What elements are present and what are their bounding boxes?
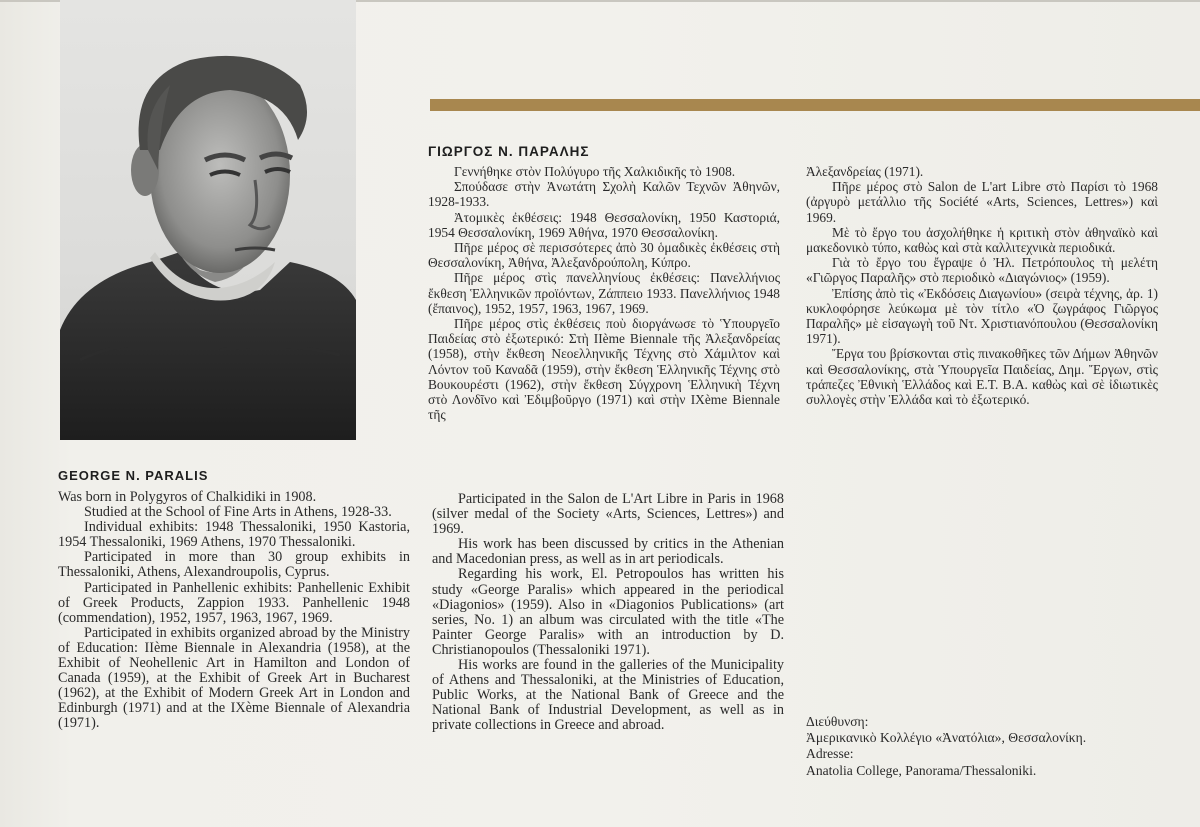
accent-bar	[430, 99, 1200, 111]
english-paragraph: Participated in Panhellenic exhibits: Panhellenic Exhibit of Greek Products, Zappion 1933. Panhellenic 1948 (commendation), 1952, 1957, 1963, 1967, 1969.	[58, 579, 410, 626]
english-paragraph: Participated in the Salon de L'Art Libre in Paris in 1968 (silver medal of the Society «Arts, Sciences, Lettres») and 1969.	[432, 491, 784, 538]
greek-paragraph: Γεννήθηκε στὸν Πολύγυρο τῆς Χαλκιδικῆς τὸ 1908.	[454, 164, 736, 179]
greek-paragraph: Πῆρε μέρος στὶς ἐκθέσεις ποὺ διοργάνωσε τὸ Ὑπουργεῖο Παιδείας στὸ ἐξωτερικό: Στὴ IIème Biennale τῆς Ἀλεξανδρείας (1958), στὴν ἔκθεση Νεοελληνικῆς Τέχνης στὸ Χάμιλτον καὶ Λόντον τοῦ Καναδᾶ (1959), στὴν ἔκθεση Ἑλληνικῆς Τέχνης στὸ Βουκουρέστι (1962), στὴν ἔκθεση Σύγχρονη Ἑλληνικὴ Τέχνη στὸ Λονδῖνο καὶ Ἐδιμβοῦργο (1971) καὶ στὴν IXème Biennale τῆς	[428, 316, 780, 423]
address-block	[806, 714, 1086, 779]
greek-address-label: Διεύθυνση:	[806, 714, 869, 729]
english-address-label: Adresse:	[806, 746, 854, 762]
greek-paragraph: Σπούδασε στὴν Ἀνωτάτη Σχολὴ Καλῶν Τεχνῶν Ἀθηνῶν, 1928-1933.	[428, 179, 780, 210]
english-paragraph: Individual exhibits: 1948 Thessaloniki, 1950 Kastoria, 1954 Thessaloniki, 1969 Athens, 1970 Thessaloniki.	[58, 519, 410, 551]
english-paragraph: His work has been discussed by critics in the Athenian and Macedonian press, as well as in art periodicals.	[432, 536, 784, 568]
english-paragraph: Regarding his work, El. Petropoulos has written his study «George Paralis» which appeared in the periodical «Diagonios» (1959). Also in «Diagonios Publications» (art series, No. 1) an album was circulated with the title «The Painter George Paralis» with an introduction by D. Christianopoulos (Thessaloniki 1971).	[432, 566, 784, 658]
greek-heading: ΓΙΩΡΓΟΣ Ν. ΠΑΡΑΛΗΣ	[428, 144, 590, 159]
english-column-2	[432, 492, 784, 734]
greek-paragraph: Μὲ τὸ ἔργο του ἀσχολήθηκε ἡ κριτικὴ στὸν ἀθηναϊκὸ καὶ μακεδονικὸ τύπο, καθὼς καὶ στὰ καλλιτεχνικὰ περιοδικά.	[806, 224, 1158, 256]
greek-address-value: Ἀμερικανικὸ Κολλέγιο «Ἀνατόλια», Θεσσαλονίκη.	[806, 730, 1087, 746]
english-heading: GEORGE N. PARALIS	[58, 468, 209, 483]
greek-paragraph: Ἔργα του βρίσκονται στὶς πινακοθῆκες τῶν Δήμων Ἀθηνῶν καὶ Θεσσαλονίκης, στὰ Ὑπουργεῖα Παιδείας, Δημ. Ἔργων, στὶς τράπεζες Ἐθνικὴ Ἑλλάδος καὶ Ε.Τ. Β.Α. καθὼς καὶ σὲ ἰδιωτικὲς συλλογὲς στὴν Ἑλλάδα καὶ τὸ ἐξωτερικό.	[806, 346, 1158, 408]
greek-paragraph: Πῆρε μέρος σὲ περισσότερες ἀπὸ 30 ὁμαδικὲς ἐκθέσεις στὴ Θεσσαλονίκη, Ἀθήνα, Ἀλεξανδρούπολη, Κύπρο.	[428, 240, 780, 271]
greek-column-1	[428, 164, 780, 422]
english-column-1	[58, 490, 410, 732]
english-address-value: Anatolia College, Panorama/Thessaloniki.	[806, 762, 1037, 778]
greek-paragraph: Ἐπίσης ἀπὸ τὶς «Ἐκδόσεις Διαγωνίου» (σειρὰ τέχνης, ἀρ. 1) κυκλοφόρησε λεύκωμα μὲ τὸν τίτλο «Ὁ ζωγράφος Γιῶργος Παραλῆς» μὲ εἰσαγωγὴ τοῦ Ντ. Χριστιανόπουλου (Θεσσαλονίκη 1971).	[806, 285, 1158, 347]
english-paragraph: His works are found in the galleries of the Municipality of Athens and Thessaloniki, at the Ministries of Education, Public Works, at the National Bank of Greece and the National Bank of Industrial Development, as well as in private collections in Greece and abroad.	[432, 657, 784, 734]
greek-paragraph: Ἀλεξανδρείας (1971).	[806, 164, 924, 179]
english-paragraph: Was born in Polygyros of Chalkidiki in 1908.	[58, 489, 317, 505]
greek-column-2	[806, 164, 1158, 407]
greek-paragraph: Γιὰ τὸ ἔργο του ἔγραψε ὁ Ἠλ. Πετρόπουλος τὴ μελέτη «Γιῶργος Παραλῆς» στὸ περιοδικὸ «Διαγώνιος» (1959).	[806, 255, 1158, 286]
english-paragraph: Participated in exhibits organized abroad by the Ministry of Education: IIème Biennale in Alexandria (1958), at the Exhibit of Neohellenic Art in Hamilton and London of Canada (1959), at the Exhibit of Greek Art in Bucharest (1962), at the Exhibit of Modern Greek Art in London and Edinburgh (1971) and at the IXème Biennale of Alexandria (1971).	[58, 624, 410, 732]
greek-paragraph: Πῆρε μέρος στὶς πανελληνίους ἐκθέσεις: Πανελλήνιος ἔκθεση Ἑλληνικῶν προϊόντων, Ζάππειο 1933. Πανελλήνιος 1948 (ἔπαινος), 1952, 1957, 1963, 1967, 1969.	[428, 270, 780, 316]
english-paragraph: Participated in more than 30 group exhibits in Thessaloniki, Athens, Alexandroupolis, Cyprus.	[58, 549, 410, 581]
greek-paragraph: Πῆρε μέρος στὸ Salon de L'art Libre στὸ Παρίσι τὸ 1968 (ἀργυρὸ μετάλλιο τῆς Société «Arts, Sciences, Lettres») καὶ 1969.	[806, 179, 1158, 225]
english-paragraph: Studied at the School of Fine Arts in Athens, 1928-33.	[84, 504, 392, 521]
portrait-photo	[60, 0, 356, 440]
greek-paragraph: Ἀτομικὲς ἐκθέσεις: 1948 Θεσσαλονίκη, 1950 Καστοριά, 1954 Θεσσαλονίκη, 1969 Ἀθήνα, 1970 Θεσσαλονίκη.	[428, 209, 780, 240]
